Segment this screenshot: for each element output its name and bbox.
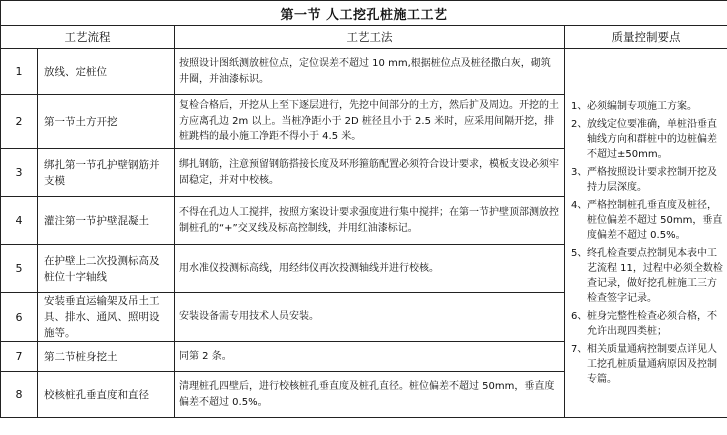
process-cell: 校核桩孔垂直度和直径 xyxy=(38,372,175,418)
row-number: 1 xyxy=(1,49,38,95)
row-number: 3 xyxy=(1,149,38,197)
header-row xyxy=(1,26,727,49)
method-cell: 不得在孔边人工搅拌，按照方案设计要求强度进行集中搅拌；在第一节护壁顶部测放控制桩孔的“+”交叉线及标高控制线，并用红油漆标记。 xyxy=(175,197,565,245)
table-title: 第一节 人工挖孔桩施工工艺 xyxy=(1,1,727,26)
process-cell: 安装垂直运输架及吊土工具、排水、通风、照明设施等。 xyxy=(38,293,175,342)
method-cell: 同第 2 条。 xyxy=(175,342,565,372)
quality-item: 7、 相关质量通病控制要点详见人工挖孔桩质量通病原因及控制专篇。 xyxy=(571,344,717,385)
title-row xyxy=(1,1,727,26)
header-quality: 质量控制要点 xyxy=(565,26,727,49)
quality-list xyxy=(571,99,723,387)
row-number: 7 xyxy=(1,342,38,372)
row-number: 5 xyxy=(1,245,38,293)
row-number: 8 xyxy=(1,372,38,418)
method-cell: 绑扎钢筋，注意预留钢筋搭接长度及环形箍筋配置必须符合设计要求，模板支设必须牢固稳定，并对中校核。 xyxy=(175,149,565,197)
method-cell: 清理桩孔四壁后，进行校核桩孔垂直度及桩孔直径。桩位偏差不超过 50mm，垂直度偏差不超过 0.5%。 xyxy=(175,372,565,418)
process-cell: 绑扎第一节孔护壁钢筋并支模 xyxy=(38,149,175,197)
quality-item: 2、 放线定位要准确，单桩沿垂直轴线方向和群桩中的边桩偏差不超过±50mm。 xyxy=(571,119,717,160)
method-cell: 安装设备需专用技术人员安装。 xyxy=(175,293,565,342)
quality-cell xyxy=(565,49,727,418)
method-cell: 用水准仪投测标高线，用经纬仪再次投测轴线并进行校核。 xyxy=(175,245,565,293)
process-cell: 第二节桩身挖土 xyxy=(38,342,175,372)
row-number: 2 xyxy=(1,95,38,149)
quality-item: 6、 桩身完整性检查必须合格，不允许出现四类桩； xyxy=(571,311,717,337)
row-number: 6 xyxy=(1,293,38,342)
quality-item: 4、 严格控制桩孔垂直度及桩径，桩位偏差不超过 50mm，垂直度偏差不超过 0.5%。 xyxy=(571,200,723,241)
process-cell: 灌注第一节护壁混凝土 xyxy=(38,197,175,245)
table-row xyxy=(1,49,727,95)
method-cell: 复检合格后，开挖从上至下逐层进行，先挖中间部分的土方，然后扩及周边。开挖的土方应离孔边 2m 以上。当桩净距小于 2D 桩径且小于 2.5 米时，应采用间隔开挖，排桩跳档的最小施工净距不得小于 4.5 米。 xyxy=(175,95,565,149)
header-process: 工艺流程 xyxy=(1,26,175,49)
process-cell: 在护壁上二次投测标高及桩位十字轴线 xyxy=(38,245,175,293)
quality-item: 5、 终孔检查要点控制见本表中工艺流程 11，过程中必须全数检查记录，做好挖孔桩施工三方检查签字记录。 xyxy=(571,248,723,304)
method-cell: 按照设计图纸测放桩位点，定位误差不超过 10 mm,根据桩位点及桩径撒白灰，砌筑井圈，并油漆标识。 xyxy=(175,49,565,95)
row-number: 4 xyxy=(1,197,38,245)
quality-item: 3、 严格按照设计要求控制开挖及持力层深度。 xyxy=(571,167,717,193)
process-cell: 第一节土方开挖 xyxy=(38,95,175,149)
process-cell: 放线、定桩位 xyxy=(38,49,175,95)
quality-item: 1、 必须编制专项施工方案。 xyxy=(571,101,697,112)
header-method: 工艺工法 xyxy=(175,26,565,49)
